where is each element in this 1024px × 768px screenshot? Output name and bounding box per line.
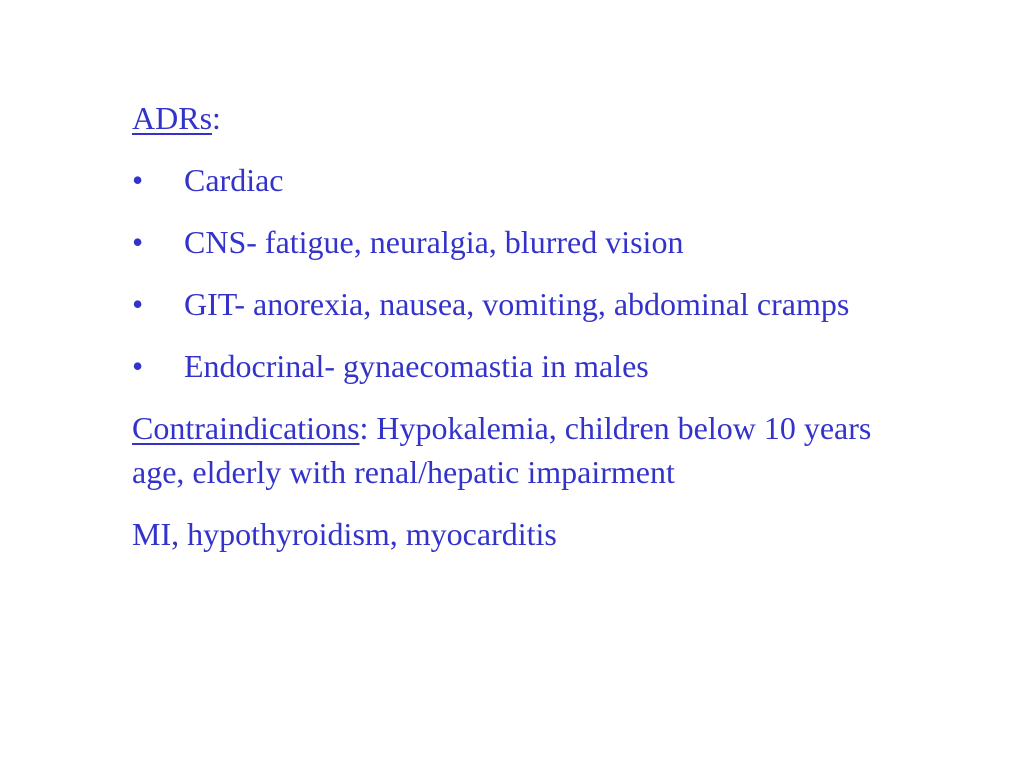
extra-line: MI, hypothyroidism, myocarditis: [132, 516, 557, 552]
contraindications-text: : Hypokalemia, children below 10 years age, elderly with renal/hepatic impairment: [132, 410, 872, 490]
adrs-heading: [132, 96, 932, 140]
list-item: [132, 220, 932, 264]
list-item: [132, 158, 932, 202]
bullet-icon: •: [132, 286, 144, 322]
contraindications-paragraph: [132, 406, 872, 494]
bullet-icon: •: [132, 348, 144, 384]
bullet-icon: •: [132, 224, 144, 260]
list-item-text: Cardiac: [184, 162, 284, 198]
list-item: [132, 344, 932, 388]
adrs-suffix: :: [212, 100, 221, 136]
list-item-text: CNS- fatigue, neuralgia, blurred vision: [184, 224, 684, 260]
list-item-text: GIT- anorexia, nausea, vomiting, abdominal cramps: [184, 286, 850, 322]
bullet-icon: •: [132, 162, 144, 198]
slide-content: [132, 96, 932, 574]
list-item-text: Endocrinal- gynaecomastia in males: [184, 348, 649, 384]
adrs-list: [132, 158, 932, 388]
adrs-label: ADRs: [132, 100, 213, 136]
contraindications-label: Contraindications: [132, 410, 360, 446]
list-item: [132, 282, 932, 326]
